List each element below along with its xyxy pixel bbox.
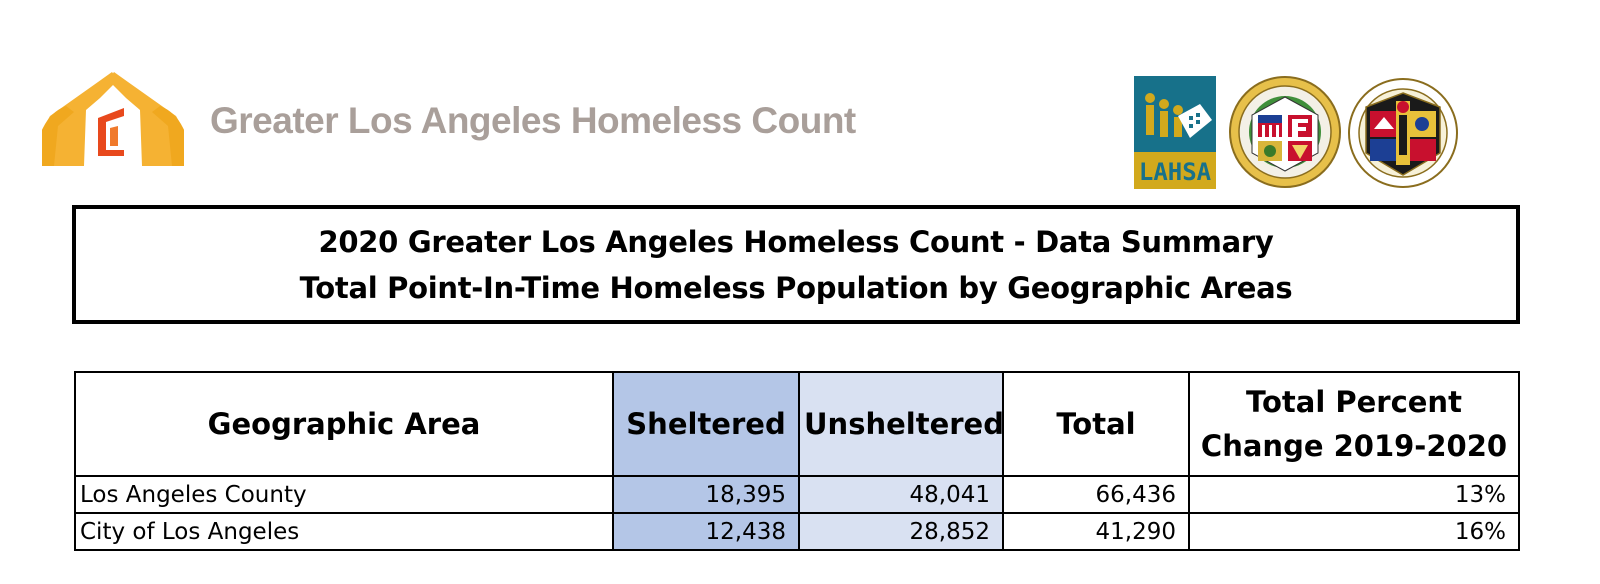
header-percent-line1: Total Percent [1246, 385, 1462, 419]
header-percent-line2: Change 2019-2020 [1200, 429, 1508, 463]
table-row [75, 476, 1519, 513]
cell-area: City of Los Angeles [75, 513, 613, 550]
cell-unsheltered: 28,852 [799, 513, 1003, 550]
cell-sheltered: 12,438 [613, 513, 799, 550]
cell-total: 66,436 [1003, 476, 1189, 513]
table-row [75, 513, 1519, 550]
cell-percent-change: 13% [1189, 476, 1519, 513]
header-total-percent-change [1189, 372, 1519, 476]
cell-percent-change: 16% [1189, 513, 1519, 550]
cell-unsheltered: 48,041 [799, 476, 1003, 513]
summary-subtitle: Total Point-In-Time Homeless Population by Geographic Areas [299, 270, 1293, 305]
header-geographic-area: Geographic Area [75, 372, 613, 476]
header-unsheltered: Unsheltered [799, 372, 1003, 476]
data-summary-title-box [72, 205, 1520, 324]
cell-total: 41,290 [1003, 513, 1189, 550]
county-of-los-angeles-seal [1348, 77, 1458, 189]
banner-title: Greater Los Angeles Homeless Count [210, 100, 856, 141]
lahsa-logo [1134, 76, 1216, 189]
header-total: Total [1003, 372, 1189, 476]
table-header-row [75, 372, 1519, 476]
homeless-population-table [74, 371, 1520, 551]
summary-title: 2020 Greater Los Angeles Homeless Count - Data Summary [318, 224, 1274, 259]
header-sheltered: Sheltered [613, 372, 799, 476]
header-banner [0, 0, 1600, 200]
homeless-count-hands-logo [40, 70, 186, 174]
cell-sheltered: 18,395 [613, 476, 799, 513]
lahsa-wordmark: LAHSA [1138, 158, 1212, 186]
city-of-los-angeles-seal [1228, 75, 1342, 189]
cell-area: Los Angeles County [75, 476, 613, 513]
